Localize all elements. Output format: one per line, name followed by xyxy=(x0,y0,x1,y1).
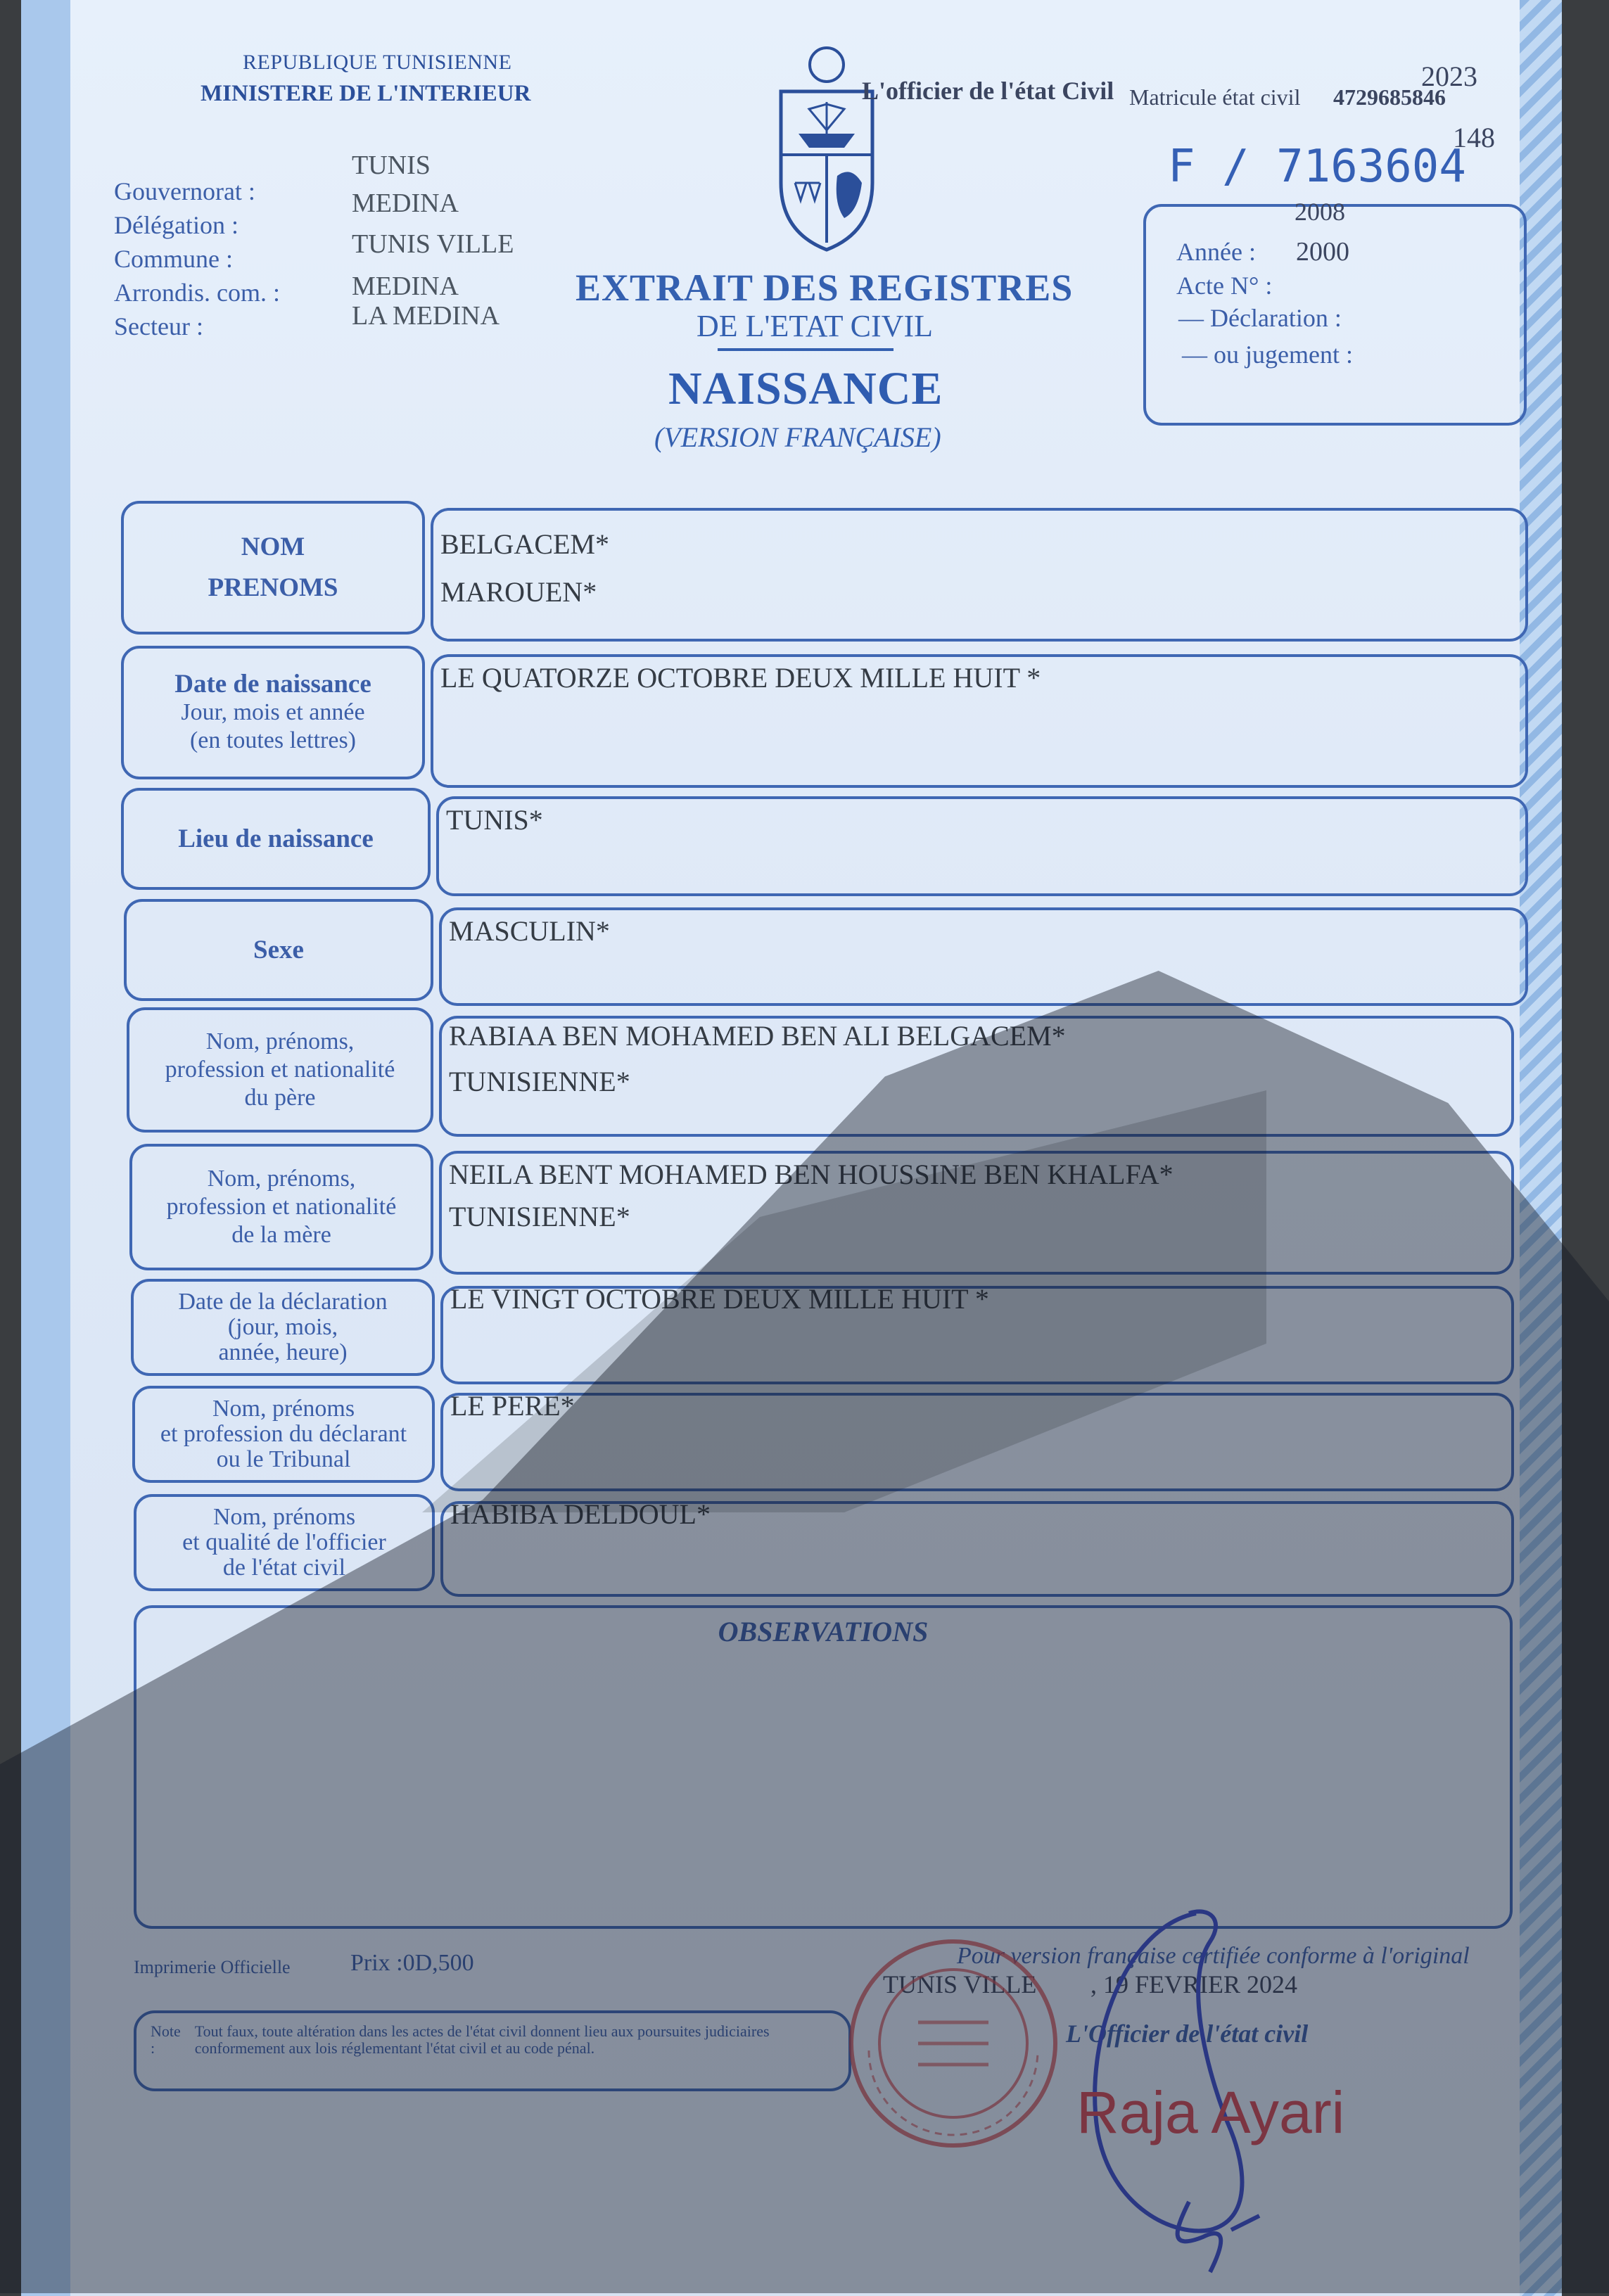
value-pere-nom: RABIAA BEN MOHAMED BEN ALI BELGACEM* xyxy=(449,1020,1066,1052)
label-officier-3: de l'état civil xyxy=(222,1555,346,1581)
value-declaration: LE VINGT OCTOBRE DEUX MILLE HUIT * xyxy=(450,1283,989,1315)
note-box xyxy=(134,2010,851,2091)
label-officier-1: Nom, prénoms xyxy=(212,1504,356,1530)
value-officier: HABIBA DELDOUL* xyxy=(450,1498,711,1530)
label-gouvernorat: Gouvernorat : xyxy=(114,177,255,205)
republic-text: REPUBLIQUE TUNISIENNE xyxy=(243,51,512,74)
jugement-label: — ou jugement : xyxy=(1182,340,1353,369)
label-officier xyxy=(134,1494,435,1591)
value-delegation: MEDINA xyxy=(352,189,459,218)
label-nom: NOM xyxy=(241,532,305,561)
label-mere-2: profession et nationalité xyxy=(166,1194,397,1220)
field-sexe xyxy=(439,907,1528,1006)
title-extrait: EXTRAIT DES REGISTRES xyxy=(575,267,1074,309)
label-secteur: Secteur : xyxy=(114,312,203,340)
serial-number: F / 7163604 xyxy=(1168,141,1466,193)
label-declarant-1: Nom, prénoms xyxy=(212,1396,355,1422)
matricule-value: 4729685846 xyxy=(1333,84,1446,110)
value-gouvernorat: TUNIS xyxy=(352,151,431,180)
label-declaration-3: année, heure) xyxy=(218,1339,348,1365)
date-text: , 19 FEVRIER 2024 xyxy=(1090,1970,1298,1998)
label-lieu-naissance xyxy=(121,788,431,890)
label-sexe xyxy=(124,899,433,1001)
value-arrondissement: MEDINA xyxy=(352,272,459,301)
label-delegation: Délégation : xyxy=(114,211,239,239)
field-pere xyxy=(439,1016,1514,1137)
label-declaration xyxy=(131,1279,435,1376)
field-declaration xyxy=(440,1283,1514,1384)
certified-text: Pour version française certifiée conforme à l'original xyxy=(957,1943,1470,1969)
title-underline xyxy=(718,348,893,351)
label-prenoms: PRENOMS xyxy=(208,573,338,602)
label-nom-prenoms xyxy=(121,501,425,634)
stamp-icon xyxy=(841,1931,1066,2156)
value-prenoms: MAROUEN* xyxy=(440,576,597,608)
annee-value: 2000 xyxy=(1296,237,1349,267)
serial-suffix: 148 xyxy=(1453,122,1495,153)
value-mere-nom: NEILA BENT MOHAMED BEN HOUSSINE BEN KHALFA* xyxy=(449,1159,1174,1190)
location-labels xyxy=(114,174,280,343)
label-sexe-title: Sexe xyxy=(253,935,304,964)
matricule-label: Matricule état civil xyxy=(1129,84,1301,110)
annee-top: 2008 xyxy=(1295,198,1345,226)
note-text: Tout faux, toute altération dans les actes de l'état civil donnent lieu aux poursuites judiciaires conformement aux lois réglementant l'état civil et au code pénal. xyxy=(194,2022,770,2057)
acte-label: Acte N° : xyxy=(1176,272,1273,300)
year-top: 2023 xyxy=(1421,60,1477,92)
label-date-naissance-title: Date de naissance xyxy=(174,670,371,699)
value-sexe: MASCULIN* xyxy=(449,915,610,947)
field-mere xyxy=(439,1151,1514,1275)
title-naissance: NAISSANCE xyxy=(668,363,943,414)
label-officier-2: et qualité de l'officier xyxy=(182,1529,386,1555)
label-declaration-1: Date de la déclaration xyxy=(178,1289,388,1315)
value-lieu: TUNIS* xyxy=(446,804,543,836)
officer-label: L'officier de l'état Civil xyxy=(862,77,1114,105)
label-arrondissement: Arrondis. com. : xyxy=(114,279,280,307)
label-date-naissance-sub2: (en toutes lettres) xyxy=(189,727,357,753)
ministry-text: MINISTERE DE L'INTERIEUR xyxy=(201,81,531,106)
officer-footer-label: L'Officier de l'état civil xyxy=(1066,2020,1309,2048)
label-declarant-2: et profession du déclarant xyxy=(160,1421,407,1447)
value-mere-nationalite: TUNISIENNE* xyxy=(449,1201,630,1232)
value-commune: TUNIS VILLE xyxy=(352,229,514,259)
value-pere-nationalite: TUNISIENNE* xyxy=(449,1066,630,1097)
title-version: (VERSION FRANÇAISE) xyxy=(654,421,941,453)
value-secteur: LA MEDINA xyxy=(352,301,500,331)
label-pere-2: profession et nationalité xyxy=(165,1057,395,1083)
label-pere-3: du père xyxy=(244,1085,316,1111)
note-label: Note : xyxy=(151,2022,181,2057)
observations-title: OBSERVATIONS xyxy=(718,1616,929,1647)
label-mere-1: Nom, prénoms, xyxy=(207,1166,356,1192)
label-pere-1: Nom, prénoms, xyxy=(205,1028,355,1054)
field-date-naissance xyxy=(431,654,1528,788)
coat-of-arms-icon xyxy=(767,42,886,253)
signature-name: Raja Ayari xyxy=(1076,2079,1345,2145)
title-etat-civil: DE L'ETAT CIVIL xyxy=(697,309,933,343)
label-date-naissance xyxy=(121,646,425,779)
printer-text: Imprimerie Officielle xyxy=(134,1957,291,1977)
field-declarant xyxy=(440,1390,1514,1491)
label-declarant-3: ou le Tribunal xyxy=(216,1446,351,1472)
label-commune: Commune : xyxy=(114,245,233,273)
label-mere-3: de la mère xyxy=(231,1222,331,1248)
annee-label: Année : xyxy=(1176,238,1256,266)
label-declaration-2: (jour, mois, xyxy=(227,1314,338,1340)
value-declarant: LE PERE* xyxy=(450,1390,575,1422)
declaration-label: — Déclaration : xyxy=(1178,304,1342,332)
value-nom: BELGACEM* xyxy=(440,528,609,560)
label-declarant xyxy=(132,1386,435,1483)
field-lieu-naissance xyxy=(436,796,1528,896)
label-mere xyxy=(129,1144,433,1270)
value-date-naissance: LE QUATORZE OCTOBRE DEUX MILLE HUIT * xyxy=(440,662,1041,694)
field-officier xyxy=(440,1498,1514,1597)
observations-box xyxy=(134,1605,1513,1929)
place-text: TUNIS VILLE xyxy=(883,1970,1037,1998)
field-nom-prenoms xyxy=(431,508,1528,642)
label-pere xyxy=(127,1007,433,1133)
price-text: Prix :0D,500 xyxy=(350,1950,474,1976)
label-date-naissance-sub1: Jour, mois et année xyxy=(181,699,365,725)
label-lieu-title: Lieu de naissance xyxy=(178,824,374,853)
